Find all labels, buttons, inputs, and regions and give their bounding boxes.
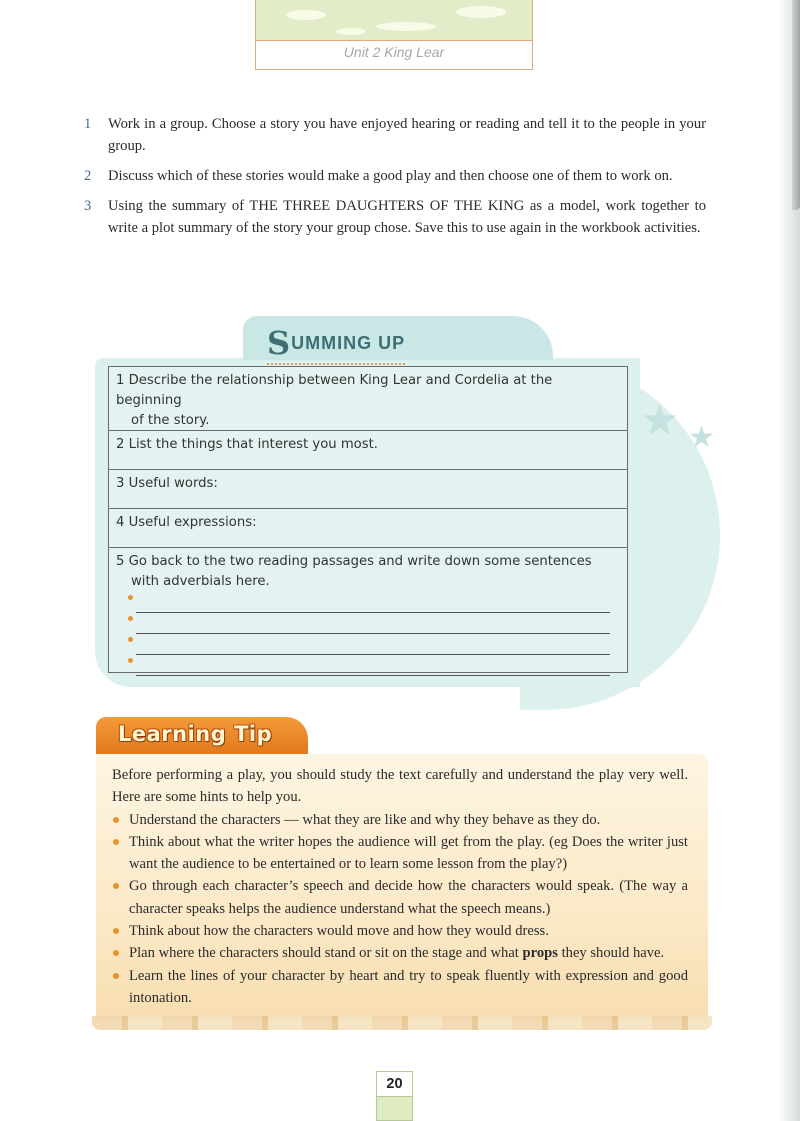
task-number: 1 [84, 116, 92, 132]
star-decoration-icon: ★ [640, 396, 680, 445]
learning-tip-tab [96, 717, 308, 757]
summing-up-row [109, 431, 627, 470]
answer-line[interactable] [136, 655, 610, 676]
row-text: Useful words: [128, 476, 218, 491]
list-item-text: Think about how the characters would move and how they would dress. [129, 923, 549, 940]
list-item [112, 831, 688, 876]
bullet-icon [113, 817, 119, 823]
summing-up-row [109, 367, 627, 431]
unit-header [255, 0, 533, 70]
header-illustration [256, 0, 532, 41]
list-item-text: Learn the lines of your character by heart and try to speak fluently with expression and good intonation. [129, 967, 688, 1006]
answer-line[interactable] [136, 613, 610, 634]
bullet-icon [113, 928, 119, 934]
list-item-text: Plan where the characters should stand or sit on the stage and what [129, 945, 523, 962]
summing-up-tab [243, 316, 553, 360]
summing-up-row [109, 509, 627, 548]
bullet-icon [113, 950, 119, 956]
bullet-icon [128, 595, 133, 600]
list-item-text: they should have. [557, 945, 665, 962]
list-item [112, 942, 688, 964]
task-list [84, 113, 706, 247]
answer-line[interactable] [136, 592, 610, 613]
learning-tip-body [112, 764, 688, 1009]
row-text-continued: of the story. [131, 413, 210, 428]
row-text: Describe the relationship between King Lear and Cordelia at the beginning [116, 373, 553, 408]
bullet-icon [128, 658, 133, 663]
keyword-props: props [522, 945, 558, 962]
summing-up-table [108, 366, 628, 673]
summing-up-title-rest: UMMING UP [291, 333, 406, 353]
list-item-text: Understand the characters — what they are like and why they behave as they do. [129, 811, 601, 828]
task-item [84, 195, 706, 239]
summing-up-row [109, 470, 627, 509]
torn-paper-edge [92, 1016, 712, 1030]
bullet-icon [128, 637, 133, 642]
task-text: Work in a group. Choose a story you have enjoyed hearing or reading and tell it to the people in your group. [108, 116, 706, 154]
star-decoration-icon: ★ [688, 421, 715, 454]
list-item [112, 920, 688, 942]
learning-tip-intro: Before performing a play, you should study the text carefully and understand the play very well. Here are some hints to help you. [112, 767, 688, 806]
summing-up-title-initial: S [267, 324, 292, 362]
learning-tip-title: Learning Tip [118, 722, 273, 746]
page-number-tab [376, 1071, 413, 1121]
task-number: 2 [84, 168, 92, 184]
list-item [112, 965, 688, 1010]
task-text: Discuss which of these stories would make a good play and then choose one of them to work on. [108, 168, 673, 184]
row-number: 4 [116, 515, 125, 530]
row-number: 3 [116, 476, 125, 491]
row-number: 1 [116, 373, 125, 388]
list-item-text: Go through each character’s speech and decide how the characters would speak. (The way a character speaks helps the audience understand what the speech means.) [129, 878, 688, 917]
task-number: 3 [84, 198, 92, 214]
list-item [112, 809, 688, 831]
row-text: Go back to the two reading passages and write down some sentences [128, 554, 592, 569]
row-text: List the things that interest you most. [128, 437, 378, 452]
page-edge-shadow [778, 0, 800, 1121]
summing-up-row [109, 548, 627, 672]
bullet-icon [113, 883, 119, 889]
task-item [84, 113, 706, 157]
row-text: Useful expressions: [128, 515, 257, 530]
row-number: 2 [116, 437, 125, 452]
unit-title: Unit 2 King Lear [343, 44, 445, 60]
row-text-continued: with adverbials here. [131, 574, 270, 589]
row-number: 5 [116, 554, 125, 569]
bullet-icon [113, 973, 119, 979]
list-item-text: Think about what the writer hopes the audience will get from the play. (eg Does the writer just want the audience to be entertained or to learn some lesson from the play?) [129, 833, 688, 873]
task-text: Using the summary of THE THREE DAUGHTERS OF THE KING as a model, work together to write a plot summary of the story your group chose. Save this to use again in the workbook activities. [108, 198, 706, 236]
task-item [84, 165, 706, 187]
bullet-icon [128, 616, 133, 621]
bullet-icon [113, 839, 119, 845]
answer-line[interactable] [136, 634, 610, 655]
summing-up-title [267, 324, 405, 365]
page-number: 20 [377, 1072, 412, 1097]
list-item [112, 875, 688, 920]
